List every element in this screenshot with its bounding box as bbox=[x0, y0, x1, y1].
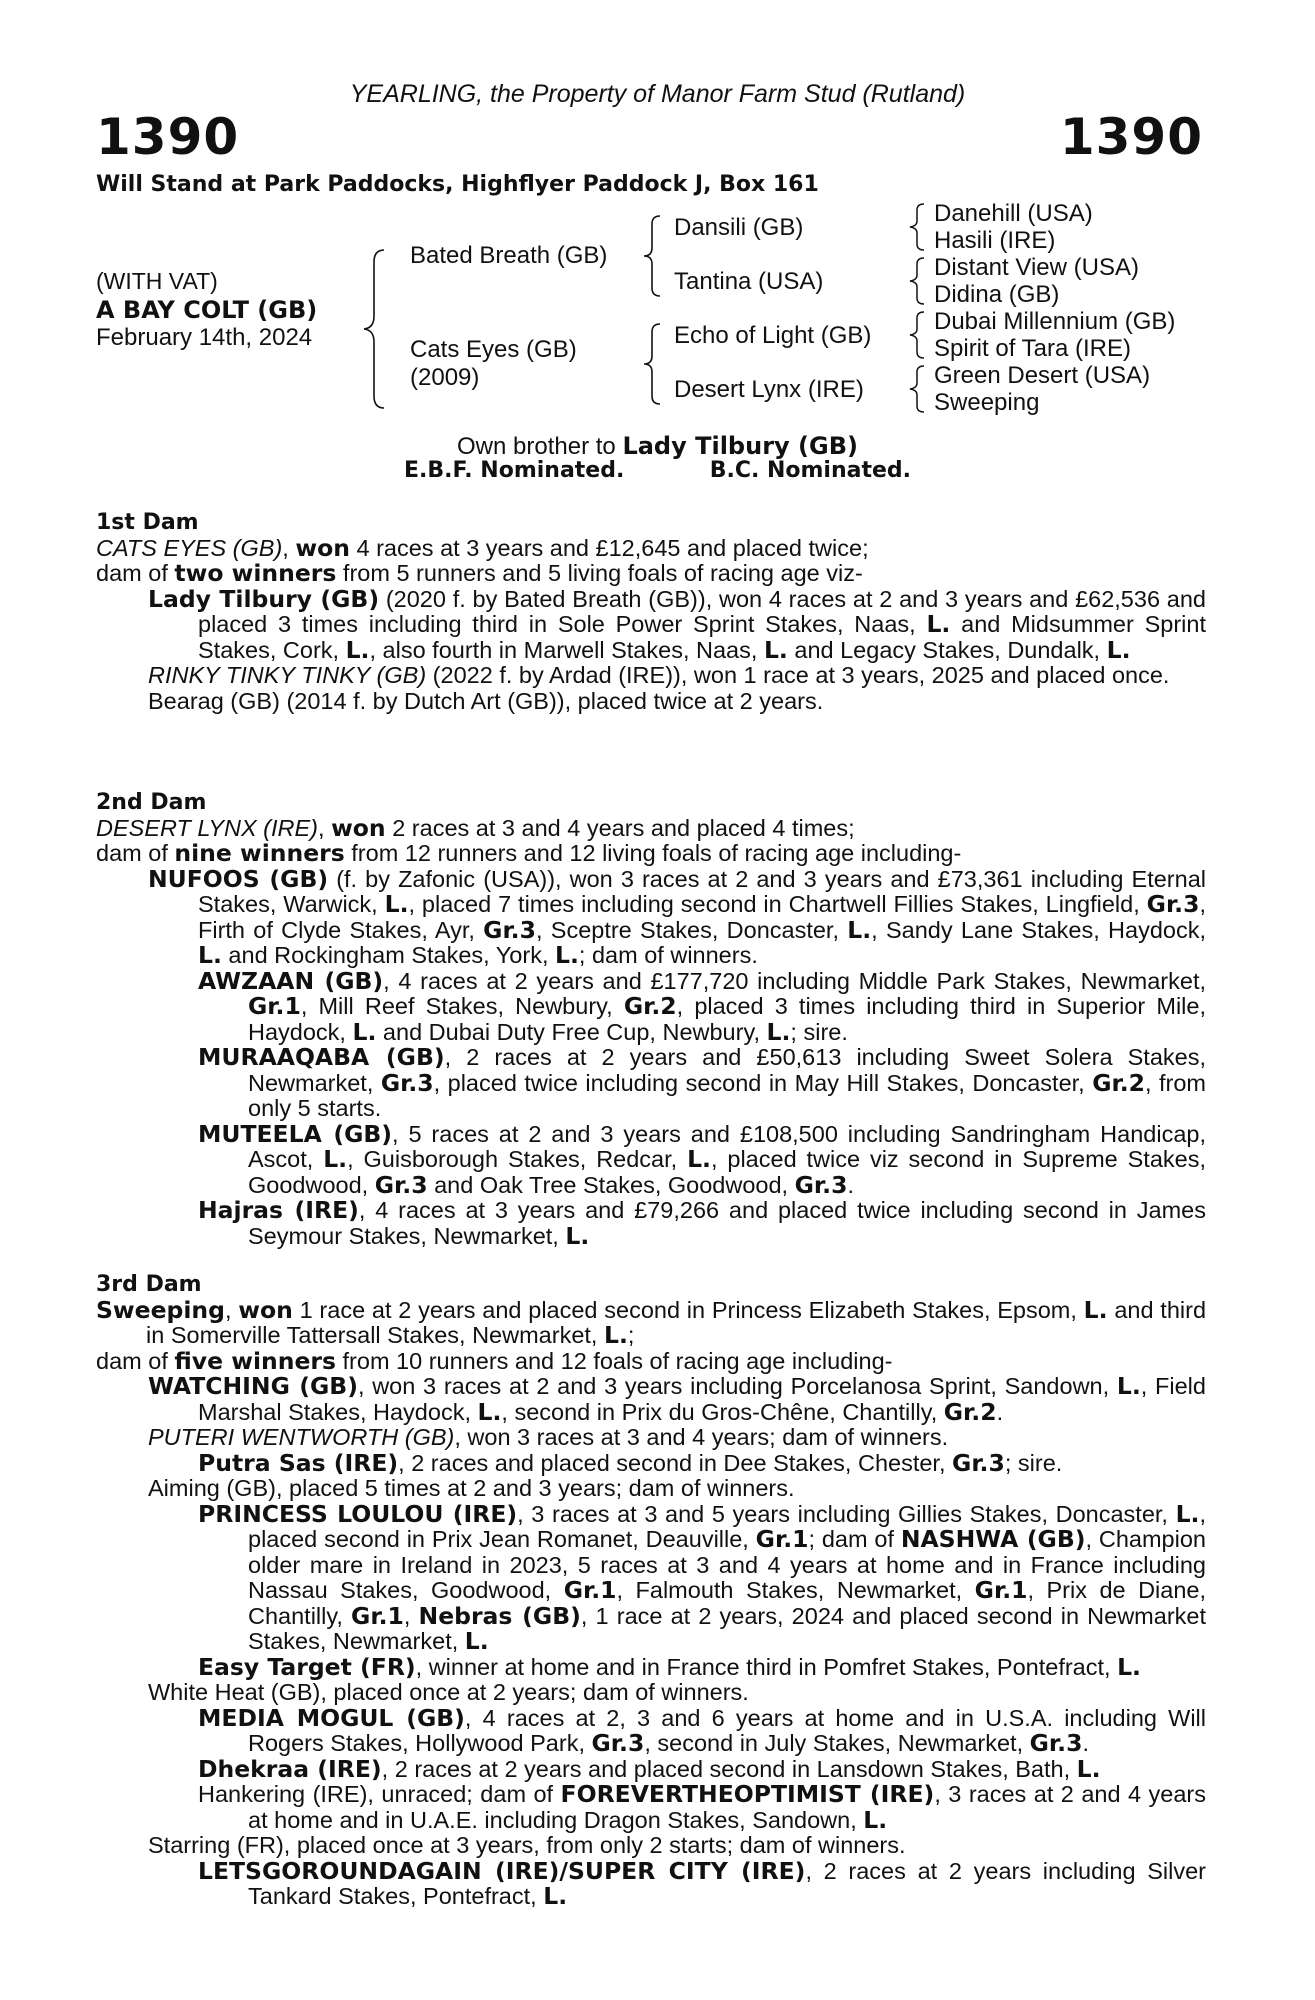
produce-putra-sas: Putra Sas (IRE), 2 races and placed second in Dee Stakes, Chester, Gr.3; sire. bbox=[198, 1448, 1063, 1477]
brother-name: Lady Tilbury (GB) bbox=[622, 432, 858, 460]
lot-number-left: 1390 bbox=[96, 108, 240, 166]
brace-ds bbox=[906, 310, 930, 360]
third-dam-line1: Sweeping, won 1 race at 2 years and placed second in Princess Elizabeth Stakes, Epsom, L. and third in Somerville Tattersall Stakes, Newmarket, L.; bbox=[96, 1295, 1207, 1349]
first-dam-section bbox=[96, 510, 1206, 714]
ggd-4: Sweeping bbox=[934, 389, 1040, 416]
first-dam-line1: CATS EYES (GB), won 4 races at 3 years and £12,645 and placed twice; bbox=[96, 533, 869, 562]
third-dam-line2: dam of five winners from 10 runners and 12 foals of racing age including- bbox=[96, 1346, 893, 1375]
sire-name: Bated Breath (GB) bbox=[410, 242, 608, 269]
ggd-3: Spirit of Tara (IRE) bbox=[934, 335, 1131, 362]
ebf-nominated: E.B.F. Nominated. bbox=[403, 458, 625, 483]
produce-hajras: Hajras (IRE), 4 races at 3 years and £79,266 and placed twice including second in James Seymour Stakes, Newmarket, L. bbox=[198, 1196, 1206, 1250]
second-dam-line2: dam of nine winners from 12 runners and 12 living foals of racing age including- bbox=[96, 839, 962, 867]
dam-dam: Desert Lynx (IRE) bbox=[674, 376, 864, 403]
produce-princess-loulou: PRINCESS LOULOU (IRE), 3 races at 3 and 5 years including Gillies Stakes, Doncaster, L., placed second in Prix Jean Romanet, Deauville, Gr.1; dam of NASHWA (GB), Champion older mare in Ireland in 2023, 5 races at 3 and 4 years at home and in France including Nassau Stakes, Goodwood, Gr.1, Falmouth Stakes, Newmarket, Gr.1, Prix de Diane, Chantilly, Gr.1, Nebras (GB), 1 race at 2 years, 2024 and placed second in Newmarket Stakes, Newmarket, L. bbox=[198, 1499, 1207, 1655]
first-dam-heading: 1st Dam bbox=[96, 510, 199, 535]
sire-sire: Dansili (GB) bbox=[674, 214, 804, 241]
sire-brace bbox=[640, 214, 666, 298]
vat-label: (WITH VAT) bbox=[96, 268, 218, 294]
third-dam-section bbox=[96, 1272, 1206, 1910]
second-dam-heading: 2nd Dam bbox=[96, 790, 207, 815]
horse-name: A BAY COLT (GB) bbox=[96, 296, 318, 324]
second-dam-line1: DESERT LYNX (IRE), won 2 races at 3 and 4 years and placed 4 times; bbox=[96, 813, 855, 842]
horse-dob: February 14th, 2024 bbox=[96, 324, 313, 351]
produce-easy-target: Easy Target (FR), winner at home and in France third in Pomfret Stakes, Pontefract, L. bbox=[198, 1652, 1141, 1681]
produce-nufoos: NUFOOS (GB) (f. by Zafonic (USA)), won 3 races at 2 and 3 years and £73,361 including Eternal Stakes, Warwick, L., placed 7 times including second in Chartwell Fillies Stakes, Lingfield, Gr.3, Firth of Clyde Stakes, Ayr, Gr.3, Sceptre Stakes, Doncaster, L., Sandy Lane Stakes, Haydock, L. and Rockingham Stakes, York, L.; dam of winners. bbox=[148, 864, 1207, 969]
produce-muteela: MUTEELA (GB), 5 races at 2 and 3 years and £108,500 including Sandringham Handicap, Ascot, L., Guisborough Stakes, Redcar, L., placed twice viz second in Supreme Stakes, Goodwood, Gr.3 and Oak Tree Stakes, Goodwood, Gr.3. bbox=[198, 1119, 1206, 1199]
produce-media-mogul: MEDIA MOGUL (GB), 4 races at 2, 3 and 6 years at home and in U.S.A. including Will Rogers Stakes, Hollywood Park, Gr.3, second in July Stakes, Newmarket, Gr.3. bbox=[198, 1703, 1206, 1757]
produce-dhekraa: Dhekraa (IRE), 2 races at 2 years and placed second in Lansdown Stakes, Bath, L. bbox=[198, 1754, 1101, 1783]
dam-name: Cats Eyes (GB) bbox=[410, 336, 577, 363]
lot-number-right: 1390 bbox=[1059, 108, 1203, 166]
first-dam-line2: dam of two winners from 5 runners and 5 living foals of racing age viz- bbox=[96, 559, 863, 587]
brace-sd bbox=[906, 256, 930, 306]
produce-lady-tilbury: Lady Tilbury (GB) (2020 f. by Bated Breath (GB)), won 4 races at 2 and 3 years and £62,536 and placed 3 times including third in Sole Power Sprint Stakes, Naas, L. and Midsummer Sprint Stakes, Cork, L., also fourth in Marwell Stakes, Naas, L. and Legacy Stakes, Dundalk, L. bbox=[148, 584, 1206, 664]
own-brother-line: Own brother to Lady Tilbury (GB) bbox=[457, 432, 858, 460]
brace-ss bbox=[906, 202, 930, 252]
second-dam-section bbox=[96, 790, 1206, 1249]
produce-letsgoroundagain: LETSGOROUNDAGAIN (IRE)/SUPER CITY (IRE), 2 races at 2 years including Silver Tankard Stakes, Pontefract, L. bbox=[198, 1856, 1206, 1910]
nominations-line bbox=[0, 458, 1315, 483]
produce-white-heat: White Heat (GB), placed once at 2 years; dam of winners. bbox=[148, 1679, 749, 1705]
dam-brace bbox=[640, 322, 666, 406]
bc-nominated: B.C. Nominated. bbox=[709, 458, 912, 483]
ggs-4: Green Desert (USA) bbox=[934, 362, 1151, 389]
stand-location: Will Stand at Park Paddocks, Highflyer Paddock J, Box 161 bbox=[96, 172, 819, 197]
produce-watching: WATCHING (GB), won 3 races at 2 and 3 years including Porcelanosa Sprint, Sandown, L., Field Marshal Stakes, Haydock, L., second in Prix du Gros-Chêne, Chantilly, Gr.2. bbox=[148, 1372, 1206, 1426]
produce-hankering: Hankering (IRE), unraced; dam of FOREVERTHEOPTIMIST (IRE), 3 races at 2 and 4 years at home and in U.A.E. including Dragon Stakes, Sandown, L. bbox=[198, 1780, 1207, 1834]
produce-rinky-tinky: RINKY TINKY TINKY (GB) (2022 f. by Ardad (IRE)), won 1 race at 3 years, 2025 and placed once. bbox=[148, 662, 1170, 688]
third-dam-heading: 3rd Dam bbox=[96, 1272, 202, 1297]
dam-sire: Echo of Light (GB) bbox=[674, 322, 872, 349]
produce-awzaan: AWZAAN (GB), 4 races at 2 years and £177,720 including Middle Park Stakes, Newmarket, Gr.1, Mill Reef Stakes, Newbury, Gr.2, placed 3 times including third in Superior Mile, Haydock, L. and Dubai Duty Free Cup, Newbury, L.; sire. bbox=[198, 966, 1206, 1046]
produce-aiming: Aiming (GB), placed 5 times at 2 and 3 years; dam of winners. bbox=[148, 1475, 795, 1501]
main-brace bbox=[360, 248, 390, 410]
produce-muraaqaba: MURAAQABA (GB), 2 races at 2 years and £50,613 including Sweet Solera Stakes, Newmarket, Gr.3, placed twice including second in May Hill Stakes, Doncaster, Gr.2, from only 5 starts. bbox=[198, 1043, 1206, 1121]
produce-puteri-wentworth: PUTERI WENTWORTH (GB), won 3 races at 3 and 4 years; dam of winners. bbox=[148, 1424, 949, 1450]
produce-starring: Starring (FR), placed once at 3 years, from only 2 starts; dam of winners. bbox=[148, 1832, 906, 1858]
ggs-1: Danehill (USA) bbox=[934, 200, 1093, 227]
dam-year: (2009) bbox=[410, 364, 480, 391]
brace-dd bbox=[906, 364, 930, 414]
ggs-3: Dubai Millennium (GB) bbox=[934, 308, 1176, 335]
sire-dam: Tantina (USA) bbox=[674, 268, 824, 295]
ggd-2: Didina (GB) bbox=[934, 281, 1060, 308]
ggs-2: Distant View (USA) bbox=[934, 254, 1139, 281]
ggd-1: Hasili (IRE) bbox=[934, 227, 1056, 254]
produce-bearag: Bearag (GB) (2014 f. by Dutch Art (GB)), placed twice at 2 years. bbox=[148, 687, 824, 714]
page-subtitle: YEARLING, the Property of Manor Farm Stud (Rutland) bbox=[349, 80, 966, 108]
